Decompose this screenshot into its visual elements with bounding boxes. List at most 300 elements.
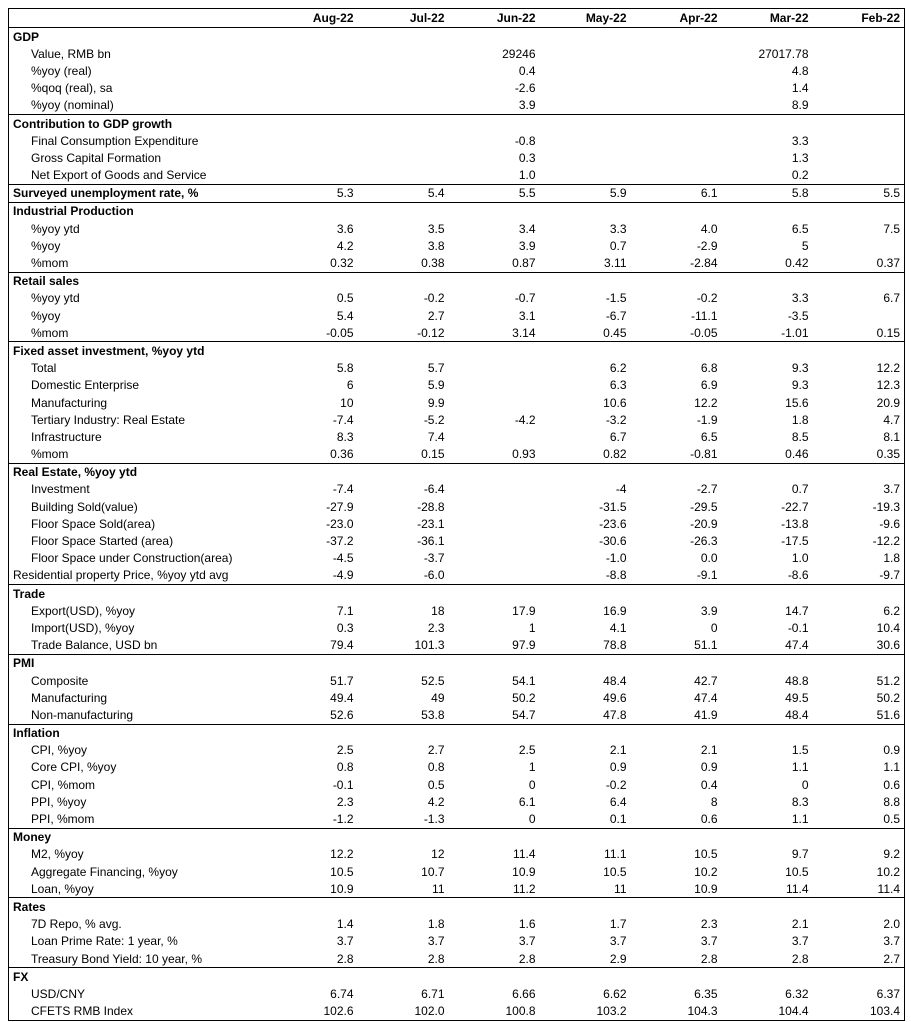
value-cell: 0.15 [813,324,905,342]
row-label: 7D Repo, % avg. [9,916,267,933]
value-cell [722,114,813,132]
value-cell: 1.8 [791,412,809,427]
table-row [9,62,905,79]
value-cell: 10.5 [603,864,627,879]
value-cell: 5.8 [722,184,813,202]
value-cell: 11.2 [449,880,540,898]
value-cell: 2.5 [518,743,536,758]
value-cell [449,724,540,742]
value-cell: 101.3 [358,637,449,655]
value-cell [631,97,722,115]
value-cell [540,828,631,846]
value-cell [449,968,540,986]
value-cell: 1.3 [791,150,809,165]
value-cell: 53.8 [358,706,449,724]
table-row [9,254,905,272]
table-row [9,916,905,933]
value-cell: -0.81 [631,446,722,464]
value-cell: -1.2 [267,810,358,828]
table-row [9,776,905,793]
value-cell: -8.8 [540,567,631,585]
value-cell: 5.7 [427,361,445,376]
value-cell [449,550,540,567]
value-cell: 7.5 [813,220,905,237]
value-cell [813,463,905,481]
value-cell: -6.7 [605,308,627,323]
section-title: Fixed asset investment, %yoy ytd [9,342,267,360]
value-cell: 54.1 [512,673,536,688]
value-cell: 3.9 [700,603,718,618]
value-cell: 3.9 [518,238,536,253]
value-cell [722,272,813,290]
value-cell: -11.1 [691,308,718,323]
header-cell-month: Jun-22 [449,9,540,28]
value-cell: 12.3 [813,377,905,394]
value-cell: 5.8 [336,361,354,376]
value-cell [540,167,631,185]
value-cell: 10.9 [512,864,536,879]
value-cell: 54.7 [449,706,540,724]
value-cell [722,342,813,360]
value-cell [631,80,722,97]
value-cell [631,28,722,46]
row-label: Floor Space under Construction(area) [9,550,267,567]
value-cell: 0.45 [540,324,631,342]
value-cell: 2.1 [609,743,627,758]
section-title: FX [9,968,267,986]
header-cell-label [9,9,267,28]
value-cell [631,585,722,603]
value-cell: 3.8 [427,238,445,253]
value-cell: 2.8 [449,950,540,968]
row-label: Net Export of Goods and Service [9,167,267,185]
value-cell: -4 [615,482,627,497]
value-cell: 50.2 [512,690,536,705]
value-cell: 14.7 [785,603,809,618]
value-cell: 1 [528,620,536,635]
row-label: %yoy (real) [9,62,267,79]
value-cell: 12 [431,847,445,862]
value-cell: 5 [801,238,809,253]
value-cell: 51.1 [631,637,722,655]
header-cell-month: Apr-22 [631,9,722,28]
value-cell: 1.0 [449,167,540,185]
section-header-row [9,828,905,846]
value-cell [358,149,449,166]
value-cell [267,202,358,220]
value-cell: 50.2 [813,689,905,706]
row-label: Tertiary Industry: Real Estate [9,411,267,428]
value-cell [813,167,905,185]
value-cell [449,828,540,846]
value-cell: 6.74 [330,986,354,1001]
value-cell [722,724,813,742]
row-label: Composite [9,672,267,689]
value-cell: -2.7 [696,482,718,497]
value-cell: 49 [431,690,445,705]
value-cell [540,272,631,290]
value-cell: 6.1 [631,184,722,202]
value-cell: 12.2 [813,360,905,377]
value-cell: 0.9 [609,760,627,775]
value-cell: 0.0 [700,551,718,566]
value-cell: 0.1 [540,810,631,828]
value-cell: -9.6 [813,515,905,532]
table-row [9,810,905,828]
value-cell: -30.6 [599,534,627,549]
value-cell: -7.4 [332,482,354,497]
value-cell: 0.7 [609,238,627,253]
value-cell: 4.8 [791,63,809,78]
value-cell: 2.8 [631,950,722,968]
value-cell: 51.6 [813,706,905,724]
value-cell: -26.3 [690,534,718,549]
value-cell: -4.2 [514,412,536,427]
value-cell [813,307,905,324]
value-cell: 6.2 [813,602,905,619]
value-cell [540,585,631,603]
row-label: Building Sold(value) [9,498,267,515]
section-header-row [9,184,905,202]
value-cell: 3.1 [518,308,536,323]
value-cell: 0.35 [813,446,905,464]
value-cell: 9.7 [791,847,809,862]
value-cell: 10.2 [694,864,718,879]
table-row [9,672,905,689]
value-cell [449,585,540,603]
table-row [9,950,905,968]
value-cell: 49.6 [603,690,627,705]
value-cell [449,481,540,498]
value-cell [540,463,631,481]
value-cell [540,149,631,166]
table-row [9,394,905,411]
value-cell: 1.8 [427,917,445,932]
value-cell: 1.8 [813,550,905,567]
value-cell: -0.1 [787,620,809,635]
section-header-row [9,968,905,986]
value-cell: 6.7 [813,290,905,307]
value-cell: 1.1 [813,759,905,776]
value-cell [813,132,905,149]
value-cell: 9.2 [813,846,905,863]
value-cell: 0.15 [358,446,449,464]
value-cell [813,45,905,62]
value-cell: 3.7 [518,934,536,949]
value-cell: 0.7 [791,482,809,497]
value-cell [358,898,449,916]
value-cell: 8.3 [791,794,809,809]
value-cell: 11.4 [813,880,905,898]
value-cell [449,394,540,411]
value-cell: 27017.78 [758,46,809,61]
value-cell: 49.4 [330,690,354,705]
value-cell [267,968,358,986]
value-cell: -0.8 [514,133,536,148]
data-table-container [8,8,904,1021]
value-cell: 0.38 [358,254,449,272]
value-cell: 10 [340,395,354,410]
value-cell: 0.3 [518,150,536,165]
value-cell: 0.5 [427,777,445,792]
value-cell [358,585,449,603]
value-cell: 15.6 [785,395,809,410]
value-cell: 3.7 [609,934,627,949]
value-cell: 9.3 [791,378,809,393]
table-row [9,290,905,307]
value-cell: 6.7 [609,429,627,444]
table-row [9,880,905,898]
value-cell [813,62,905,79]
value-cell: 8.8 [813,793,905,810]
value-cell [722,463,813,481]
section-title: GDP [9,28,267,46]
row-label: Loan, %yoy [9,880,267,898]
value-cell [540,28,631,46]
value-cell: 3.6 [336,221,354,236]
value-cell: -9.1 [631,567,722,585]
section-title: Contribution to GDP growth [9,114,267,132]
table-row [9,360,905,377]
value-cell: 103.4 [813,1003,905,1021]
value-cell: 6.62 [603,986,627,1001]
header-cell-month: Feb-22 [813,9,905,28]
value-cell: 2.9 [540,950,631,968]
value-cell: 49.5 [785,690,809,705]
value-cell [813,585,905,603]
value-cell: 1.4 [336,917,354,932]
table-row [9,515,905,532]
value-cell [813,342,905,360]
value-cell: 6 [346,378,354,393]
section-header-row [9,585,905,603]
value-cell: 4.7 [813,411,905,428]
row-label: %mom [9,254,267,272]
value-cell: 4.2 [427,794,445,809]
table-row [9,377,905,394]
section-header-row [9,114,905,132]
value-cell: 1.7 [609,917,627,932]
value-cell: 48.4 [603,673,627,688]
table-row [9,80,905,97]
value-cell: 0.9 [813,742,905,759]
value-cell [267,28,358,46]
value-cell [358,62,449,79]
value-cell: 11.1 [604,847,627,862]
table-row [9,759,905,776]
value-cell: 52.5 [421,673,445,688]
value-cell: 1 [528,760,536,775]
table-row [9,45,905,62]
value-cell [449,515,540,532]
row-label: Manufacturing [9,689,267,706]
row-label: Export(USD), %yoy [9,602,267,619]
value-cell [449,463,540,481]
value-cell: -0.1 [332,777,354,792]
table-body [9,28,905,1021]
row-label: %mom [9,324,267,342]
value-cell [540,898,631,916]
value-cell: 41.9 [631,706,722,724]
value-cell: 0.5 [336,291,354,306]
value-cell [813,968,905,986]
row-label: Final Consumption Expenditure [9,132,267,149]
value-cell [267,45,358,62]
row-label: Treasury Bond Yield: 10 year, % [9,950,267,968]
row-label: Import(USD), %yoy [9,619,267,636]
value-cell: 3.3 [791,133,809,148]
value-cell: 47.4 [722,637,813,655]
row-label: Floor Space Started (area) [9,532,267,549]
value-cell: 6.3 [609,378,627,393]
value-cell: 6.37 [813,985,905,1002]
header-cell-month: Aug-22 [267,9,358,28]
table-row [9,307,905,324]
value-cell: -0.2 [423,291,445,306]
row-label: Domestic Enterprise [9,377,267,394]
value-cell [540,724,631,742]
value-cell: 4.2 [336,238,354,253]
value-cell: 2.8 [267,950,358,968]
value-cell: 104.3 [631,1003,722,1021]
value-cell [540,80,631,97]
value-cell: 1.1 [722,810,813,828]
value-cell: 2.3 [700,917,718,932]
value-cell: 2.7 [813,950,905,968]
value-cell: -4.5 [332,551,354,566]
value-cell [449,342,540,360]
value-cell: 0 [710,620,718,635]
table-row [9,637,905,655]
value-cell [358,828,449,846]
section-header-row [9,463,905,481]
table-row [9,498,905,515]
value-cell: 2.3 [336,794,354,809]
table-row [9,237,905,254]
value-cell: 12.2 [330,847,354,862]
value-cell: 8.5 [791,429,809,444]
table-row [9,689,905,706]
value-cell [631,202,722,220]
value-cell: 5.9 [540,184,631,202]
table-row [9,619,905,636]
value-cell: 0 [801,777,809,792]
value-cell: 9.3 [791,361,809,376]
value-cell: -2.6 [514,81,536,96]
header-cell-month: Jul-22 [358,9,449,28]
value-cell [722,828,813,846]
row-label: %yoy ytd [9,290,267,307]
value-cell: 11 [358,880,449,898]
table-row [9,220,905,237]
macro-indicators-table [8,8,905,1021]
value-cell: -12.2 [813,532,905,549]
header-row [9,9,905,28]
value-cell: 102.0 [358,1003,449,1021]
value-cell: 5.5 [449,184,540,202]
value-cell: -31.5 [599,499,627,514]
value-cell [358,202,449,220]
value-cell: -1.5 [605,291,627,306]
value-cell: 0.37 [813,254,905,272]
section-header-row [9,654,905,672]
value-cell: -23.0 [326,516,354,531]
value-cell [813,149,905,166]
table-row [9,863,905,880]
value-cell [267,724,358,742]
value-cell: 10.9 [631,880,722,898]
section-header-row [9,724,905,742]
value-cell [540,97,631,115]
header-cell-month: Mar-22 [722,9,813,28]
row-label: CFETS RMB Index [9,1003,267,1021]
value-cell: -3.7 [423,551,445,566]
value-cell: -20.9 [690,516,718,531]
value-cell: 79.4 [267,637,358,655]
value-cell: 6.35 [694,986,718,1001]
value-cell: 2.7 [427,308,445,323]
value-cell: 3.11 [540,254,631,272]
value-cell: 0.2 [722,167,813,185]
value-cell: -36.1 [417,534,445,549]
value-cell: 52.6 [267,706,358,724]
value-cell: 3.7 [813,933,905,950]
table-row [9,706,905,724]
row-label: Residential property Price, %yoy ytd avg [9,567,267,585]
section-title: Retail sales [9,272,267,290]
section-header-row [9,342,905,360]
value-cell: -6.4 [423,482,445,497]
row-label: Investment [9,481,267,498]
value-cell [631,62,722,79]
value-cell [449,898,540,916]
value-cell: -1.3 [358,810,449,828]
value-cell [358,342,449,360]
value-cell [358,45,449,62]
value-cell: -3.5 [787,308,809,323]
row-label: Aggregate Financing, %yoy [9,863,267,880]
value-cell [267,62,358,79]
value-cell: 29246 [502,46,536,61]
value-cell: 0.8 [336,760,354,775]
value-cell [813,114,905,132]
table-row [9,481,905,498]
value-cell [722,654,813,672]
value-cell: 11.4 [722,880,813,898]
value-cell [267,342,358,360]
row-label: Value, RMB bn [9,45,267,62]
value-cell: 0.6 [631,810,722,828]
value-cell [813,80,905,97]
value-cell: 10.5 [330,864,354,879]
value-cell: 8.1 [813,428,905,445]
value-cell: 4.0 [700,221,718,236]
row-label: Trade Balance, USD bn [9,637,267,655]
value-cell [540,342,631,360]
table-row [9,167,905,185]
value-cell: -8.6 [722,567,813,585]
value-cell: 2.8 [722,950,813,968]
value-cell: -0.2 [696,291,718,306]
value-cell: -3.2 [605,412,627,427]
value-cell: 2.1 [700,743,718,758]
value-cell: 2.1 [791,917,809,932]
value-cell: 11.4 [513,847,536,862]
value-cell [631,149,722,166]
table-row [9,324,905,342]
value-cell: 6.71 [421,986,445,1001]
value-cell [358,724,449,742]
